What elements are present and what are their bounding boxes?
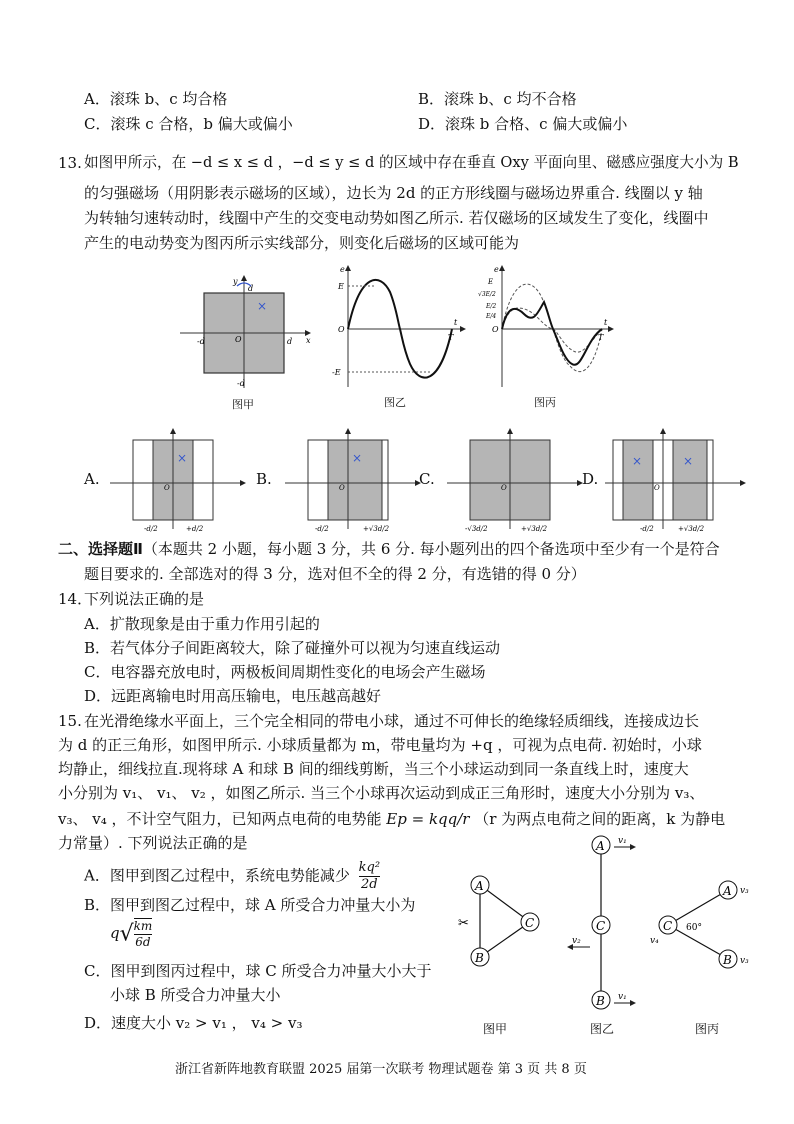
right-d-label: d — [287, 337, 293, 346]
svg-text:C: C — [596, 919, 606, 933]
q13-figure-bing — [478, 262, 618, 392]
svg-text:×: × — [352, 451, 363, 465]
svg-text:A: A — [723, 884, 732, 898]
svg-text:O: O — [654, 484, 660, 492]
q15-caption-bing: 图丙 — [695, 1022, 720, 1036]
question-15-line5a: v₃、 v₄ ，不计空气阻力，已知两点电荷的电势能 — [58, 810, 382, 828]
question-15-line5b: （r 为两点电荷之间的距离，k 为静电 — [474, 810, 726, 828]
svg-text:T: T — [598, 333, 604, 342]
question-14-stem: 下列说法正确的是 — [84, 590, 205, 608]
question-15-line6: 力常量）. 下列说法正确的是 — [58, 834, 248, 852]
svg-text:e: e — [340, 265, 345, 274]
y-label: y — [233, 277, 238, 286]
question-15-line3: 均静止，细线拉直.现将球 A 和球 B 间的细线剪断，当三个小球运动到同一条直线上时，速度大 — [58, 760, 689, 778]
figure-yi-line — [568, 836, 635, 1009]
svg-text:+√3d/2: +√3d/2 — [521, 525, 548, 533]
q13-option-c-figure — [437, 425, 587, 535]
q15-option-a-text: A．图甲到图乙过程中，系统电势能减少 — [84, 866, 350, 885]
question-15-line1: 在光滑绝缘水平面上，三个完全相同的带电小球，通过不可伸长的绝缘轻质细线，连接成边长 — [84, 712, 700, 730]
svg-text:C: C — [663, 919, 673, 933]
sqrt-icon: √ — [119, 921, 134, 947]
q15-option-c-line1: C．图甲到图丙过程中，球 C 所受合力冲量大小大于 — [84, 962, 432, 980]
svg-text:-d/2: -d/2 — [315, 525, 329, 533]
svg-text:+d/2: +d/2 — [186, 525, 204, 533]
scissors-icon: ✂ — [458, 916, 469, 931]
svg-text:A: A — [596, 839, 605, 853]
svg-text:B: B — [596, 994, 605, 1008]
svg-text:v₁: v₁ — [618, 992, 627, 1002]
q14-option-c: C．电容器充放电时，两极板间周期性变化的电场会产生磁场 — [84, 663, 486, 681]
q13-figure-jia — [175, 268, 315, 398]
bottom-d-label: -d — [237, 379, 245, 388]
svg-text:v₂: v₂ — [572, 936, 581, 946]
question-15-line2: 为 d 的正三角形，如图甲所示. 小球质量都为 m，带电量均为 +q ，可视为点电荷. 初始时，小球 — [58, 736, 702, 754]
svg-text:+√3d/2: +√3d/2 — [678, 525, 705, 533]
sqrt-denominator: 6d — [135, 935, 151, 949]
q14-option-b: B．若气体分子间距离较大，除了碰撞外可以视为匀速直线运动 — [84, 639, 501, 657]
svg-text:E: E — [338, 282, 344, 291]
sqrt-numerator: km — [133, 919, 153, 933]
svg-text:B: B — [475, 951, 484, 965]
svg-text:×: × — [632, 454, 643, 468]
svg-text:×: × — [683, 454, 694, 468]
svg-text:60°: 60° — [686, 923, 702, 933]
svg-text:T: T — [448, 333, 454, 342]
q13-option-b-letter: B. — [256, 470, 272, 488]
section-2-desc-2: 题目要求的. 全部选对的得 3 分，选对但不全的得 2 分，有选错的得 0 分） — [84, 565, 586, 583]
section-2-header — [58, 538, 720, 560]
q12-option-b: B．滚珠 b、c 均不合格 — [418, 90, 577, 108]
section-2-title: 二、选择题Ⅱ — [58, 540, 143, 558]
field-into-page-icon: × — [257, 299, 268, 313]
x-label: x — [306, 336, 311, 345]
svg-text:t: t — [604, 318, 608, 327]
svg-text:√3E/2: √3E/2 — [478, 291, 496, 298]
fig-caption-yi: 图乙 — [384, 396, 406, 409]
q15-option-b-line1: B．图甲到图乙过程中，球 A 所受合力冲量大小为 — [84, 896, 416, 914]
origin-label: O — [235, 335, 242, 344]
q12-option-c: C．滚珠 c 合格，b 偏大或偏小 — [84, 115, 293, 133]
svg-text:C: C — [525, 916, 535, 930]
svg-text:O: O — [501, 484, 507, 492]
question-13-line4: 产生的电动势变为图丙所示实线部分，则变化后磁场的区域可能为 — [84, 234, 520, 252]
svg-text:-d/2: -d/2 — [144, 525, 158, 533]
q13-option-c-letter: C. — [419, 470, 435, 488]
q15-caption-jia: 图甲 — [483, 1022, 508, 1036]
q13-option-b-figure — [275, 425, 425, 535]
solid-emf — [502, 302, 602, 365]
svg-text:B: B — [723, 953, 732, 967]
fig-caption-bing: 图丙 — [534, 396, 556, 409]
q13-option-a-figure — [100, 425, 250, 535]
q15-option-d: D．速度大小 v₂ > v₁ ， v₄ > v₃ — [84, 1014, 303, 1032]
fraction-kq2-2d — [359, 860, 380, 893]
q15-option-b-q: q — [110, 924, 120, 942]
page-footer: 浙江省新阵地教育联盟 2025 届第一次联考 物理试题卷 第 3 页 共 8 页 — [175, 1062, 587, 1077]
svg-text:t: t — [454, 318, 458, 327]
svg-text:v₄: v₄ — [650, 936, 659, 946]
svg-text:O: O — [164, 484, 170, 492]
fraction-numerator: kq² — [358, 860, 381, 875]
question-15-number: 15. — [58, 712, 82, 730]
question-13-number: 13. — [58, 154, 82, 172]
svg-text:E: E — [488, 278, 494, 286]
question-15-line5 — [58, 808, 725, 830]
svg-text:-E: -E — [332, 368, 341, 377]
left-d-label: -d — [197, 337, 205, 346]
q14-option-a: A．扩散现象是由于重力作用引起的 — [84, 615, 320, 633]
svg-text:e: e — [494, 265, 499, 274]
q15-caption-yi: 图乙 — [590, 1022, 615, 1036]
svg-text:v₃: v₃ — [740, 886, 749, 896]
q12-option-a: A．滚珠 b、c 均合格 — [84, 90, 228, 108]
figure-jia-triangle — [458, 876, 539, 966]
figure-bing-vshape — [650, 881, 749, 968]
q15-figures — [450, 835, 780, 1035]
q13-figure-yi — [330, 262, 470, 392]
potential-energy-formula: Ep = kqq/r — [386, 810, 470, 828]
question-13-line3: 为转轴匀速转动时，线圈中产生的交变电动势如图乙所示. 若仅磁场的区域发生了变化，线圈中 — [84, 209, 709, 227]
svg-text:E/2: E/2 — [486, 303, 497, 310]
question-13-line1: 如图甲所示，在 −d ≤ x ≤ d ，−d ≤ y ≤ d 的区域中存在垂直 Oxy 平面向里、磁感应强度大小为 B — [84, 154, 739, 171]
q13-option-d-letter: D. — [582, 470, 599, 488]
svg-text:O: O — [338, 325, 345, 334]
svg-text:A: A — [475, 879, 484, 893]
question-15-line4: 小分别为 v₁、 v₁、 v₂ ，如图乙所示. 当三个小球再次运动到成正三角形时，速度大小分别为 v₃、 — [58, 784, 705, 802]
question-14-number: 14． — [58, 590, 93, 608]
fraction-denominator: 2d — [361, 877, 378, 892]
top-d-label: d — [248, 284, 254, 293]
svg-text:v₁: v₁ — [618, 836, 627, 846]
fig-caption-jia: 图甲 — [232, 398, 254, 411]
svg-text:-√3d/2: -√3d/2 — [465, 525, 488, 533]
q14-option-d: D．远距离输电时用高压输电，电压越高越好 — [84, 687, 382, 705]
dashed-small — [502, 308, 602, 352]
q15-option-c-line2: 小球 B 所受合力冲量大小 — [110, 986, 281, 1004]
svg-text:O: O — [492, 325, 499, 334]
q12-option-d: D．滚珠 b 合格、c 偏大或偏小 — [418, 115, 628, 133]
question-13-line2: 的匀强磁场（用阴影表示磁场的区域），边长为 2d 的正方形线圈与磁场边界重合. 线圈以 y 轴 — [84, 184, 703, 202]
svg-text:-d/2: -d/2 — [640, 525, 654, 533]
q13-option-d-figure — [600, 425, 750, 535]
svg-text:O: O — [339, 484, 345, 492]
svg-text:+√3d/2: +√3d/2 — [363, 525, 390, 533]
svg-text:×: × — [177, 451, 188, 465]
section-2-desc-1: （本题共 2 小题，每小题 3 分，共 6 分. 每小题列出的四个备选项中至少有一个是符合 — [142, 540, 720, 558]
q13-option-a-letter: A. — [84, 470, 100, 488]
sqrt-fraction — [134, 918, 153, 950]
svg-text:v₃: v₃ — [740, 956, 749, 966]
q15-option-a — [84, 860, 380, 893]
q15-option-b-formula — [110, 918, 152, 950]
svg-text:E/4: E/4 — [486, 313, 497, 320]
